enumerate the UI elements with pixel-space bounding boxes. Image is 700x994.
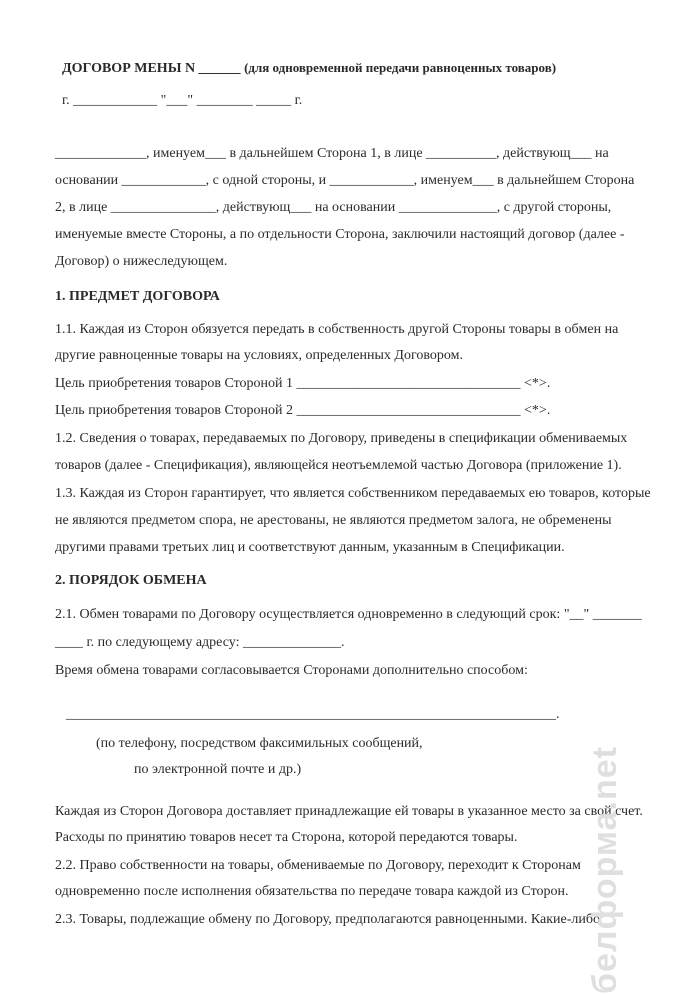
document-title [62, 59, 556, 78]
preamble-line-2: основании ____________, с одной стороны, и ____________, именуем___ в дальнейшем Сторона [55, 173, 635, 188]
section-1-line: Цель приобретения товаров Стороной 1 ________________________________ <*>. [55, 376, 551, 391]
section-2-line: 2.2. Право собственности на товары, обмениваемые по Договору, переходит к Сторонам [55, 858, 581, 873]
section-1-line: товаров (далее - Спецификация), являющейся неотъемлемой частью Договора (приложение 1). [55, 458, 622, 473]
title-main: ДОГОВОР МЕНЫ N ______ [62, 61, 241, 76]
title-subtitle: (для одновременной передачи равноценных товаров) [244, 60, 557, 75]
section-2-line: ____ г. по следующему адресу: ______________. [55, 635, 345, 650]
preamble-line-1: _____________, именуем___ в дальнейшем Сторона 1, в лице __________, действующ___ на [55, 146, 609, 161]
section-2-line: одновременно после исполнения обязательства по передаче товара каждой из Сторон. [55, 884, 569, 899]
section-1-line: 1.1. Каждая из Сторон обязуется передать в собственность другой Стороны товары в обмен на [55, 322, 619, 337]
section-2-line: Время обмена товарами согласовывается Сторонами дополнительно способом: [55, 663, 528, 678]
section-2-hint: (по телефону, посредством факсимильных сообщений, [96, 736, 423, 751]
section-2-line: 2.3. Товары, подлежащие обмену по Договору, предполагаются равноценными. Какие-либо [55, 912, 600, 927]
section-1-line: другие равноценные товары на условиях, определенных Договором. [55, 348, 463, 363]
preamble-line-4: именуемые вместе Стороны, а по отдельности Сторона, заключили настоящий договор (далее - [55, 227, 625, 242]
preamble-line-5: Договор) о нижеследующем. [55, 254, 228, 269]
watermark: белформа.net [585, 746, 624, 994]
section-1-line: Цель приобретения товаров Стороной 2 ________________________________ <*>. [55, 403, 551, 418]
section-2-heading: 2. ПОРЯДОК ОБМЕНА [55, 573, 207, 588]
section-1-line: другими правами третьих лиц и соответствуют данным, указанным в Спецификации. [55, 540, 565, 555]
section-2-line: Каждая из Сторон Договора доставляет принадлежащие ей товары в указанное место за свой счет. [55, 804, 643, 819]
section-1-line: 1.2. Сведения о товарах, передаваемых по Договору, приведены в спецификации обмениваемых [55, 431, 628, 446]
section-1-line: 1.3. Каждая из Сторон гарантирует, что является собственником передаваемых ею товаров, которые [55, 486, 651, 501]
place-date-line: г. ____________ "___" ________ _____ г. [62, 93, 303, 108]
section-2-line: 2.1. Обмен товарами по Договору осуществляется одновременно в следующий срок: "__" _______ [55, 607, 642, 622]
section-2-hint: по электронной почте и др.) [134, 762, 302, 777]
section-2-blank-line: ______________________________________________________________________. [66, 707, 560, 722]
section-2-line: Расходы по принятию товаров несет та Сторона, которой передаются товары. [55, 830, 518, 845]
preamble-line-3: 2, в лице _______________, действующ___ на основании ______________, с другой стороны, [55, 200, 612, 215]
section-1-line: не являются предметом спора, не арестованы, не являются предметом залога, не обременены [55, 513, 612, 528]
section-1-heading: 1. ПРЕДМЕТ ДОГОВОРА [55, 289, 220, 304]
